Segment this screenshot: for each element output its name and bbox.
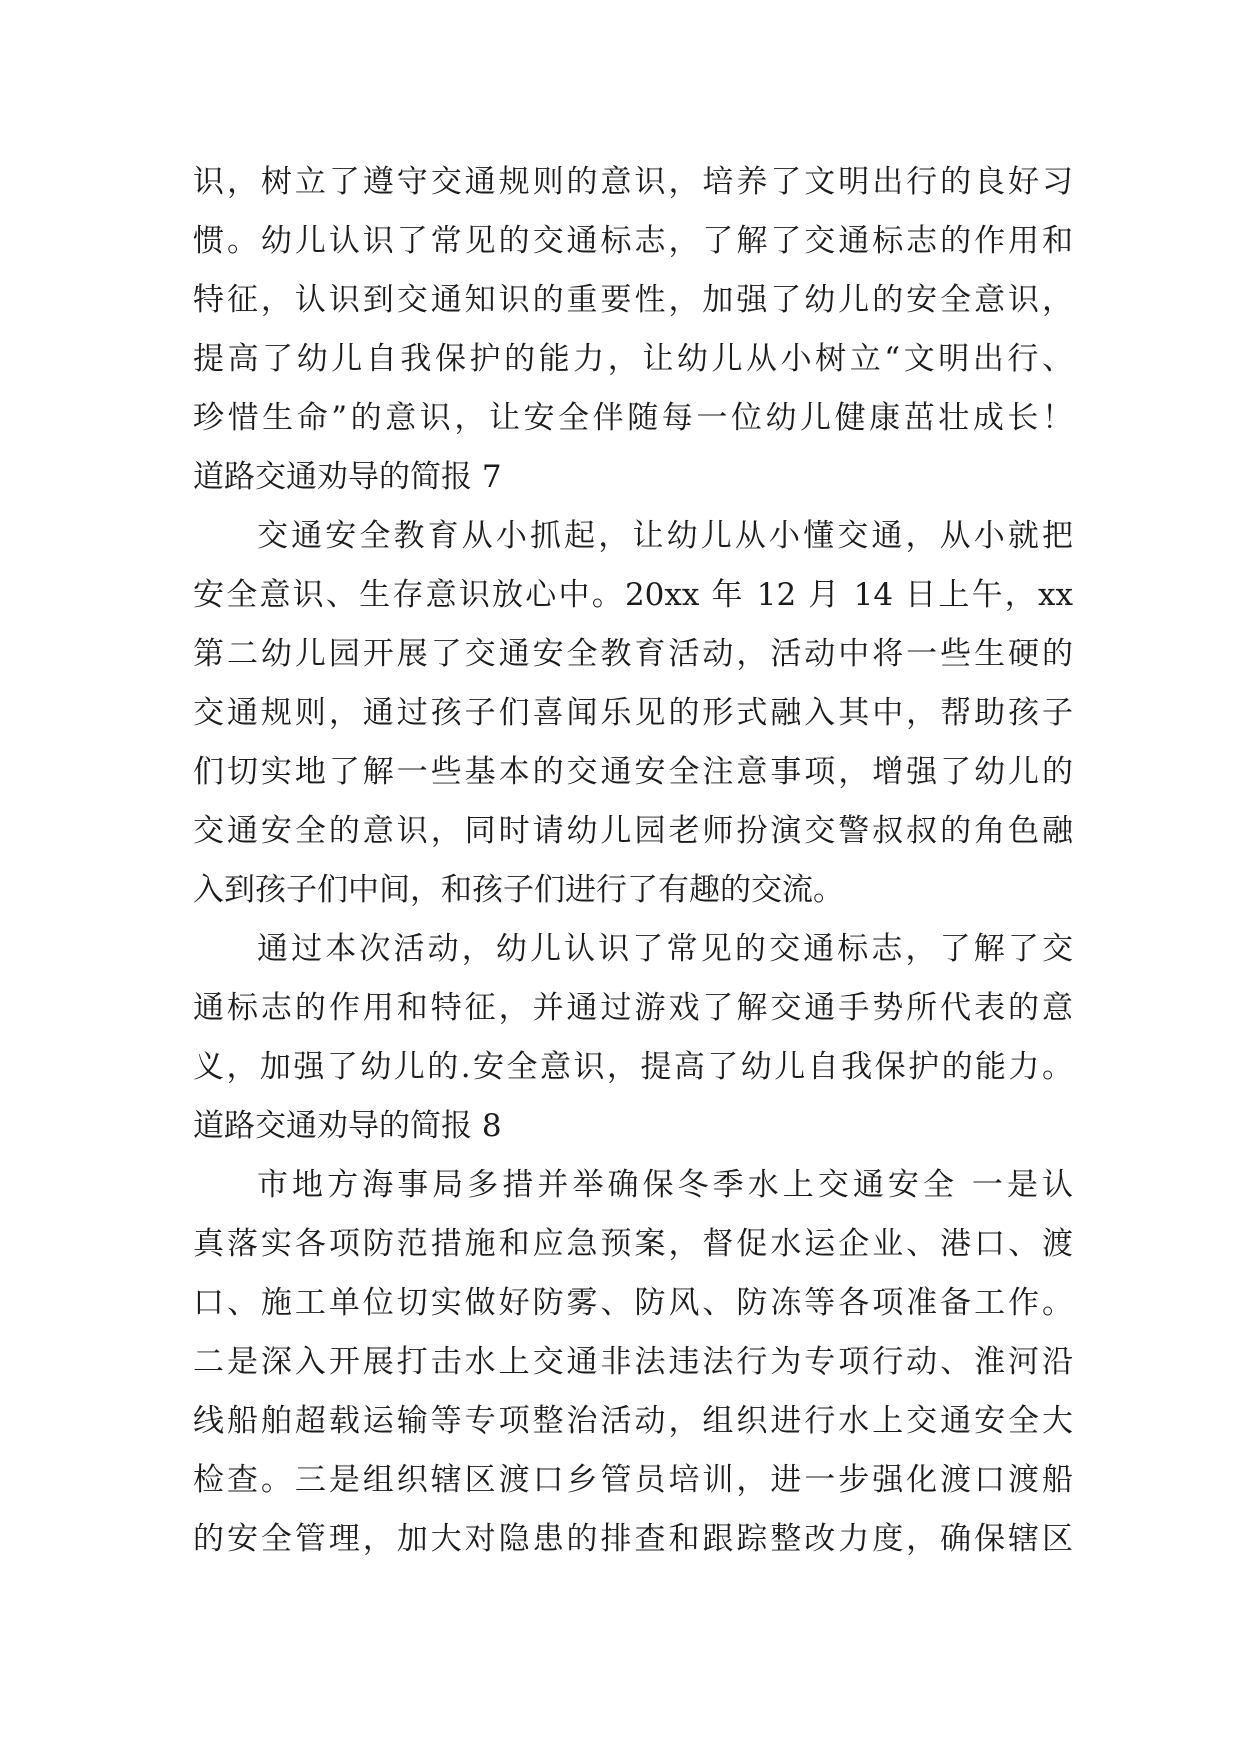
paragraph-first-line: 市地方海事局多措并举确保冬季水上交通安全 一是认 — [257, 1167, 1073, 1203]
text-line: 通标志的作用和特征，并通过游戏了解交通手势所代表的意 — [193, 990, 1073, 1026]
paragraph-first-line: 交通安全教育从小抓起，让幼儿从小懂交通，从小就把 — [257, 518, 1073, 554]
text-line: 识，树立了遵守交通规则的意识，培养了文明出行的良好习 — [193, 164, 1073, 200]
text-line: 检查。三是组织辖区渡口乡管员培训，进一步强化渡口渡船 — [193, 1462, 1073, 1498]
text-line: 们切实地了解一些基本的交通安全注意事项，增强了幼儿的 — [193, 754, 1073, 790]
text-line: 珍惜生命”的意识，让安全伴随每一位幼儿健康茁壮成长！ — [193, 400, 1073, 436]
text-line: 二是深入开展打击水上交通非法违法行为专项行动、淮河沿 — [193, 1344, 1073, 1380]
paragraph-first-line: 通过本次活动，幼儿认识了常见的交通标志，了解了交 — [257, 931, 1073, 967]
text-line: 提高了幼儿自我保护的能力，让幼儿从小树立“文明出行、 — [193, 341, 1073, 377]
text-line: 第二幼儿园开展了交通安全教育活动，活动中将一些生硬的 — [193, 636, 1073, 672]
text-line: 交通安全的意识，同时请幼儿园老师扮演交警叔叔的角色融 — [193, 813, 1073, 849]
section-heading: 道路交通劝导的简报 8 — [193, 1108, 502, 1144]
text-line: 口、施工单位切实做好防雾、防风、防冻等各项准备工作。 — [193, 1285, 1073, 1321]
text-line: 线船舶超载运输等专项整治活动，组织进行水上交通安全大 — [193, 1403, 1073, 1439]
text-line: 安全意识、生存意识放心中。20xx 年 12 月 14 日上午，xx — [193, 577, 1073, 613]
text-line: 特征，认识到交通知识的重要性，加强了幼儿的安全意识， — [193, 282, 1073, 318]
text-line: 惯。幼儿认识了常见的交通标志，了解了交通标志的作用和 — [193, 223, 1073, 259]
text-line: 真落实各项防范措施和应急预案，督促水运企业、港口、渡 — [193, 1226, 1073, 1262]
paragraph-last-line: 入到孩子们中间，和孩子们进行了有趣的交流。 — [193, 872, 844, 908]
document-body — [193, 153, 1073, 1569]
text-line: 交通规则，通过孩子们喜闻乐见的形式融入其中，帮助孩子 — [193, 695, 1073, 731]
text-line: 的安全管理，加大对隐患的排查和跟踪整改力度，确保辖区 — [193, 1521, 1073, 1557]
text-line: 义，加强了幼儿的.安全意识，提高了幼儿自我保护的能力。 — [193, 1049, 1073, 1085]
section-heading: 道路交通劝导的简报 7 — [193, 459, 502, 495]
